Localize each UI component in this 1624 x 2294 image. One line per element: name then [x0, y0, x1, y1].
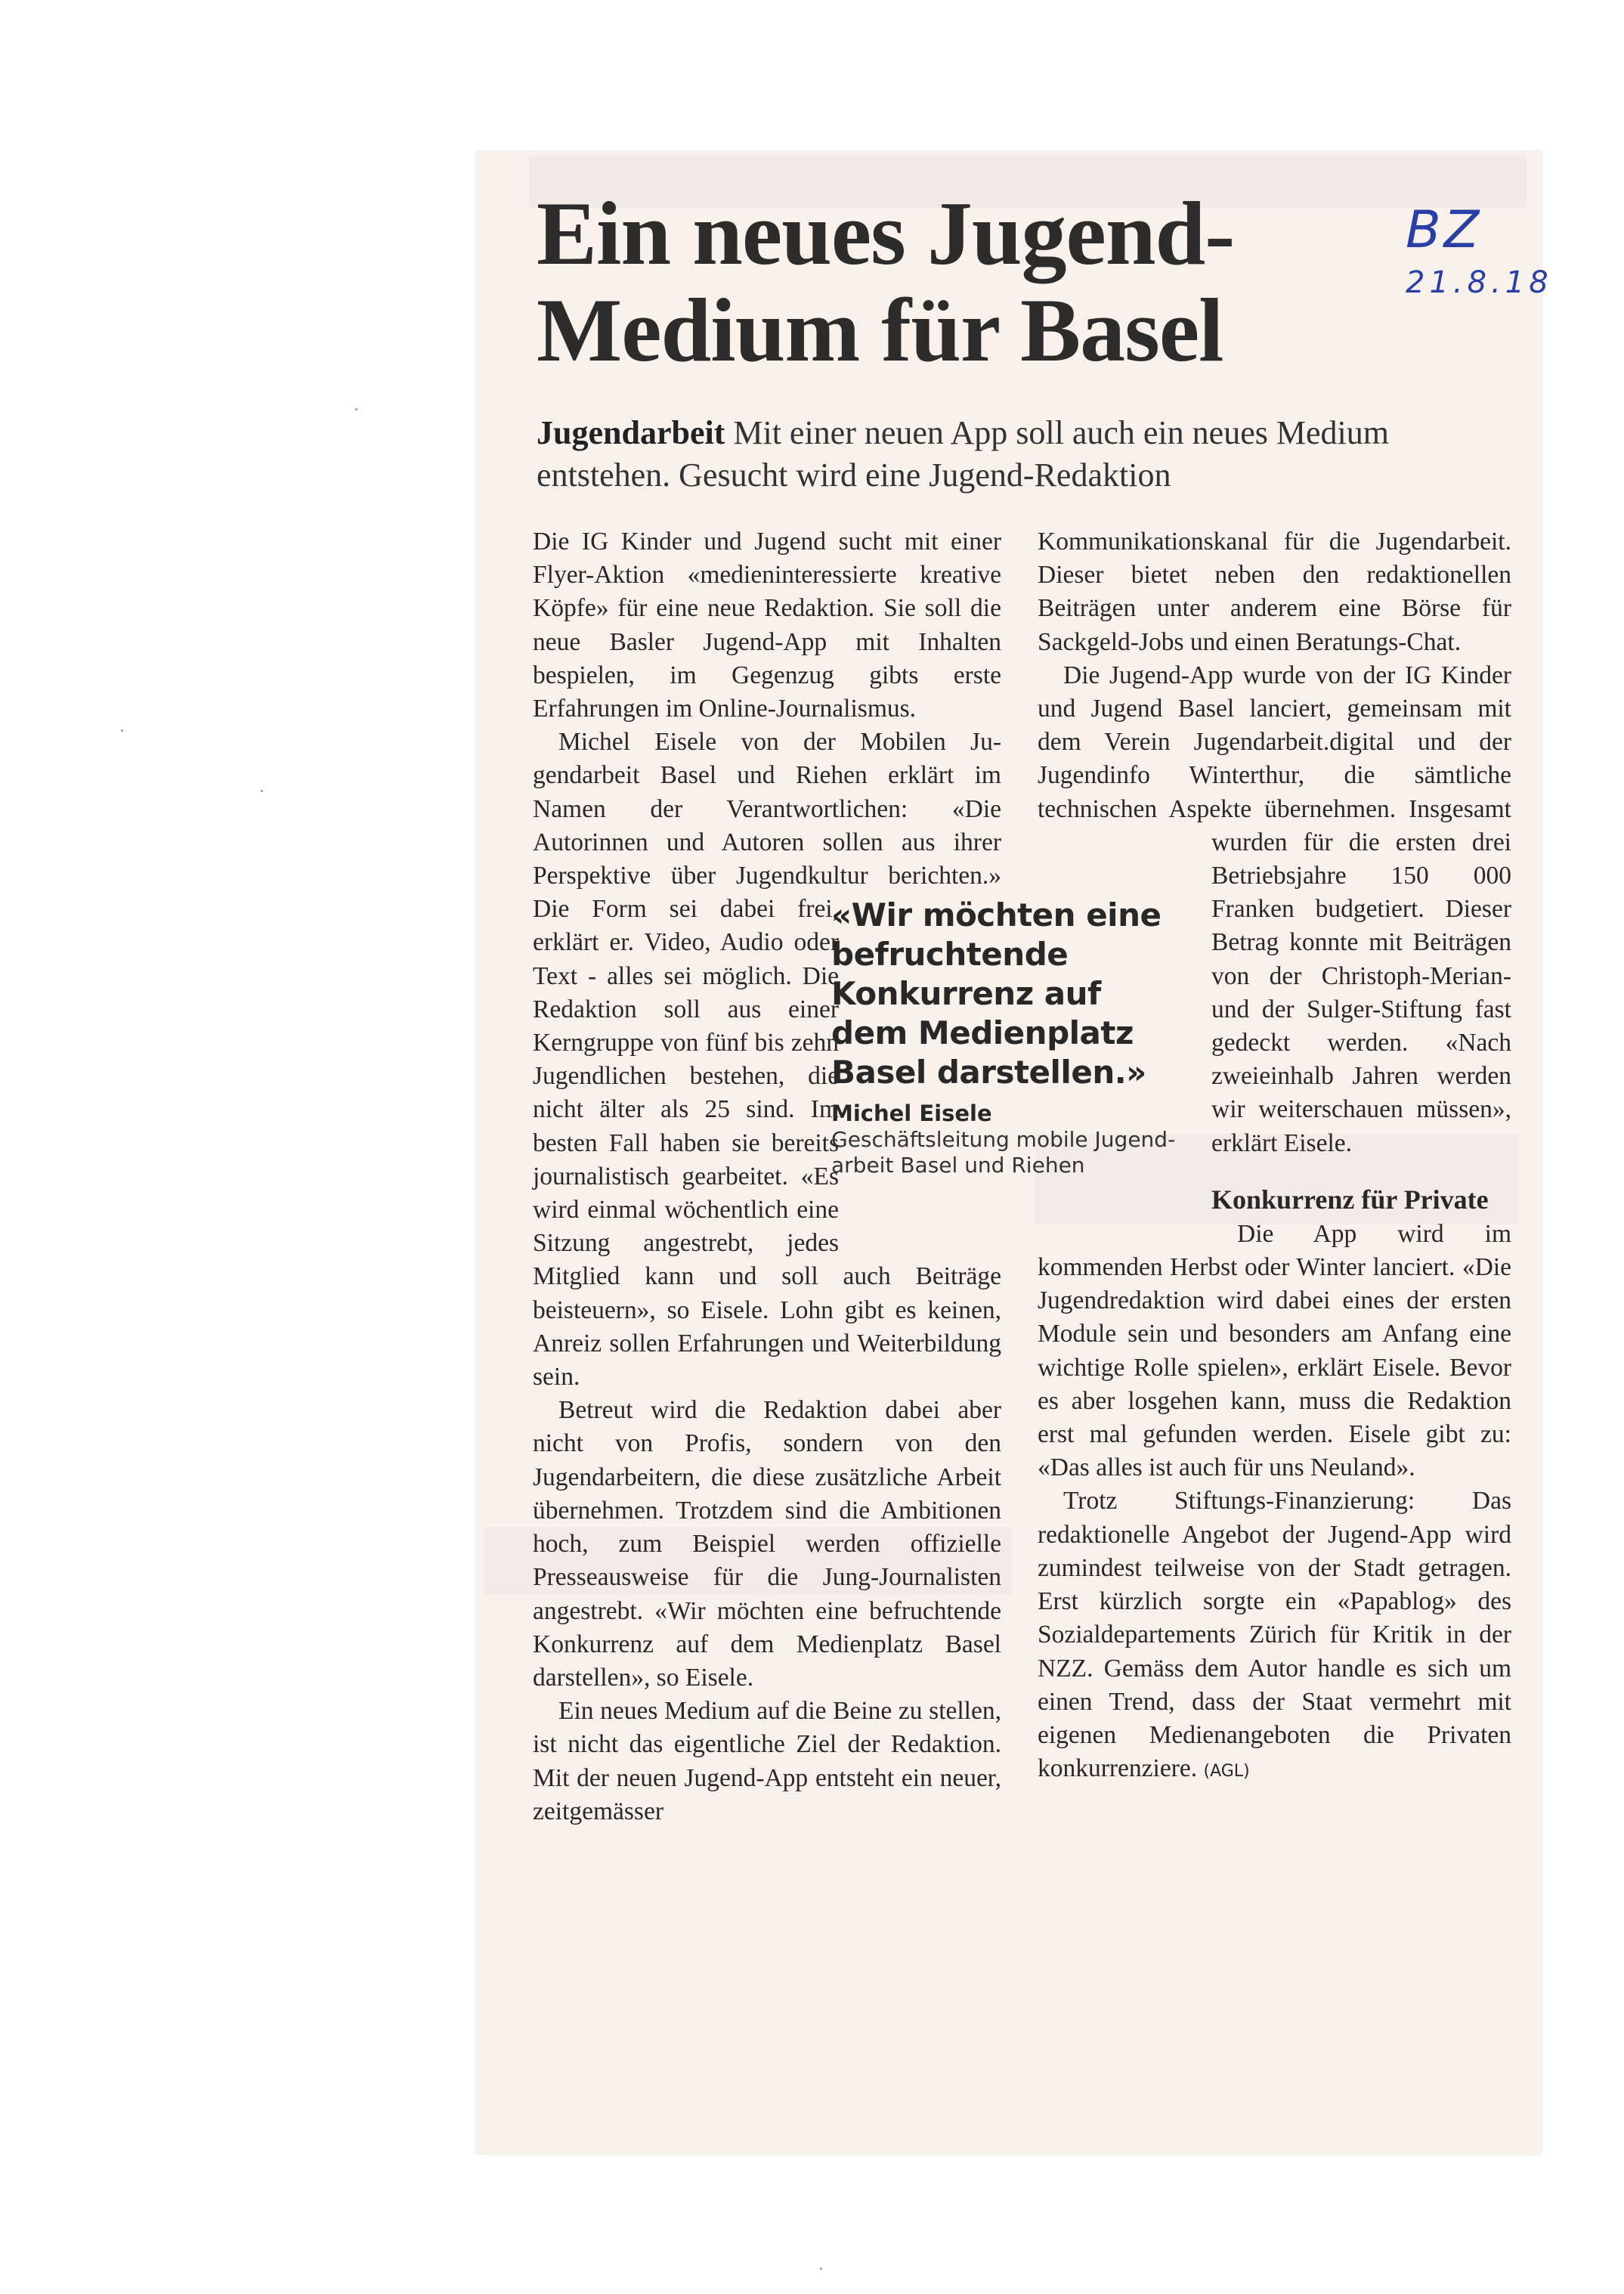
article-paragraph	[1038, 1484, 1511, 1788]
subheadline	[537, 412, 1519, 497]
headline-line-1: Ein neues Jugend-	[537, 183, 1235, 283]
pull-quote-role: Geschäftsleitung mobile Jugendarbeit Basel und Riehen	[831, 1127, 1176, 1178]
scan-speck	[820, 2268, 822, 2270]
handwritten-note	[1406, 200, 1553, 301]
headline	[537, 185, 1390, 379]
pull-quote-text: «Wir möchten eine befruchtende Konkurrenz auf dem Medienplatz Basel darstellen.»	[831, 896, 1162, 1091]
subheadline-kicker: Jugendarbeit	[537, 414, 725, 451]
article-paragraph: Betreut wird die Redaktion dabei aber nicht von Profis, sondern von den Jugendarbeitern, die diese zusätzliche Arbeit übernehmen. Trotzdem sind die Ambitionen hoch, zum Beispiel werden offizielle Presseausweise für die Jung-Journalisten angestrebt. «Wir möchten eine befruchtende Konkurrenz auf dem Medienplatz Basel darstellen», so Eisele.	[533, 1396, 1001, 1692]
scan-speck	[121, 729, 123, 732]
subheadline-text: Mit einer neuen App soll auch ein neues Medium entstehen. Gesucht wird eine Jugend-Redaktion	[537, 414, 1389, 494]
section-heading: Konkurrenz für Private	[1211, 1184, 1489, 1215]
article-paragraph: Die App wird im kommenden Herbst oder Winter lanciert. «Die Jugendredaktion wird dabei eines der ersten Module sein und besonders am Anfang eine wichtige Rolle spielen», erklärt Eisele. Bevor es aber losgehen kann, muss die Redaktion erst mal gefunden werden. Eisele gibt zu: «Das alles ist auch für uns Neuland».	[1038, 1219, 1511, 1482]
pull-quote-author: Michel Eisele	[831, 1101, 992, 1126]
headline-line-2: Medium für Basel	[537, 280, 1223, 380]
author-tag: (AGL)	[1203, 1762, 1250, 1782]
article-column-right	[1038, 525, 1511, 1788]
handwritten-date: 21.8.18	[1406, 265, 1553, 300]
article-paragraph: Die IG Kinder und Jugend sucht mit einer Flyer-Aktion «medieninteressierte kreative Köpfe» für eine neue Redaktion. Sie soll die neue Basler Jugend-App mit Inhalten bespielen, im Gegenzug gibts erste Erfahrungen im Online-Journalismus.	[533, 528, 1001, 723]
article-paragraph: Kommunikationskanal für die Jugendarbeit. Dieser bietet neben den redaktionellen Beiträgen unter anderem eine Börse für Sackgeld-Jobs und einen Beratungs-Chat.	[1038, 528, 1511, 656]
article-paragraph: Michel Eisele von der Mobilen Jugendarbeit Basel und Riehen erklärt im Namen der Verantwortlichen: «Die Autorinnen und Autoren sollen aus ihrer Perspektive über Jugendkultur berichten.» Die Form sei dabei frei, erklärt er. Video, Audio oder Text - alles sei möglich. Die Redaktion soll aus einer Kerngruppe von fünf bis zehn Jugendlichen bestehen, die nicht älter als 25 sind. Im besten Fall haben sie bereits journalistisch gearbeitet. «Es wird einmal wöchentlich eine Sitzung angestrebt, jedes Mitglied kann und soll auch Beiträge beisteuern», so Eisele. Lohn gibt es keinen, Anreiz sollen Erfahrungen und Weiterbildung sein.	[533, 728, 1001, 1392]
article-paragraph: Die Jugend-App wurde von der IG Kinder und Jugend Basel lanciert, gemeinsam mit dem Verein Jugendarbeit.digital und der Jugendinfo Winterthur, die sämtliche technischen Aspekte übernehmen. Insgesamt wurden für die ersten drei Betriebsjahre 150 000 Franken budgetiert. Dieser Betrag konnte mit Beiträgen von der Christoph-Merian- und der Sulger-Stiftung fast gedeckt werden. «Nach zweieinhalb Jahren werden wir weiterschauen müssen», erklärt Eisele.	[1038, 661, 1511, 1157]
handwritten-publication: BZ	[1406, 200, 1483, 260]
scan-speck	[355, 408, 357, 410]
scan-speck	[261, 790, 263, 792]
article-paragraph: Ein neues Medium auf die Beine zu stellen, ist nicht das eigentliche Ziel der Redaktion. Mit der neuen Jugend-App entsteht ein neuer, zeitgemässer	[533, 1697, 1001, 1825]
article-paragraph-text: Trotz Stiftungs-Finanzierung: Das redaktionelle Angebot der Jugend-App wird zumindest teilweise von der Stadt getragen. Erst kürzlich sorgte ein «Papablog» des Sozialdepartements Zürich für Kritik in der NZZ. Gemäss dem Autor handle es sich um einen Trend, dass der Staat vermehrt mit eigenen Medienangeboten die Privaten konkurrenziere.	[1038, 1487, 1511, 1783]
